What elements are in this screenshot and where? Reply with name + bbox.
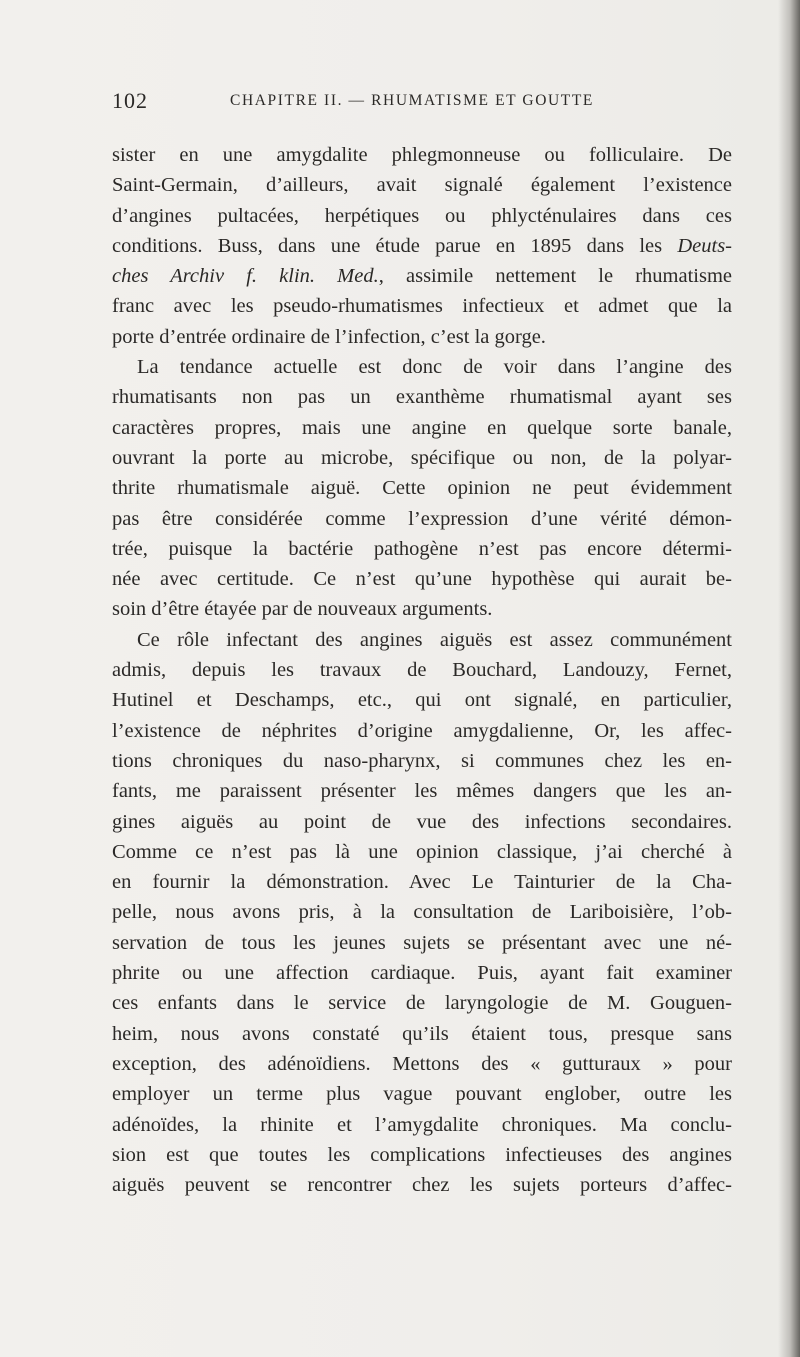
text-line: pas être considérée comme l’expression d’une vérité démon- bbox=[112, 507, 732, 530]
paragraph-start: La tendance actuelle est donc de voir dans l’angine des bbox=[137, 356, 732, 379]
text-line: porte d’entrée ordinaire de l’infection, c’est la gorge. bbox=[112, 325, 546, 348]
text-line: thrite rhumatismale aiguë. Cette opinion ne peut évidemment bbox=[112, 477, 732, 500]
text-line bbox=[112, 261, 732, 291]
text-span: conditions. Buss, dans une étude parue en 1895 dans les bbox=[112, 234, 678, 257]
page-edge-shadow bbox=[778, 0, 800, 1357]
text-line: soin d’être étayée par de nouveaux arguments. bbox=[112, 598, 493, 621]
body-text bbox=[112, 140, 732, 1200]
text-line: tions chroniques du naso-pharynx, si communes chez les en- bbox=[112, 749, 732, 772]
text-line: d’angines pultacées, herpétiques ou phlycténulaires dans ces bbox=[112, 204, 732, 227]
text-line: fants, me paraissent présenter les mêmes dangers que les an- bbox=[112, 780, 732, 803]
text-line: ces enfants dans le service de laryngologie de M. Gouguen- bbox=[112, 992, 732, 1015]
text-line: l’existence de néphrites d’origine amygdalienne, Or, les affec- bbox=[112, 719, 732, 742]
paragraph-start: Ce rôle infectant des angines aiguës est assez communément bbox=[137, 628, 732, 651]
text-line: ouvrant la porte au microbe, spécifique ou non, de la polyar- bbox=[112, 446, 732, 469]
page-header bbox=[112, 88, 704, 118]
text-line: sion est que toutes les complications infectieuses des angines bbox=[112, 1143, 732, 1166]
text-line: en fournir la démonstration. Avec Le Tainturier de la Cha- bbox=[112, 871, 732, 894]
text-line: née avec certitude. Ce n’est qu’une hypothèse qui aurait be- bbox=[112, 568, 732, 591]
text-line: franc avec les pseudo-rhumatismes infectieux et admet que la bbox=[112, 295, 732, 318]
text-line: exception, des adénoïdiens. Mettons des « gutturaux » pour bbox=[112, 1052, 732, 1075]
text-span: , assimile nettement le rhumatisme bbox=[378, 265, 732, 288]
page-number: 102 bbox=[112, 88, 148, 113]
text-line bbox=[112, 231, 732, 261]
text-line: heim, nous avons constaté qu’ils étaient tous, presque sans bbox=[112, 1022, 732, 1045]
text-line: caractères propres, mais une angine en quelque sorte banale, bbox=[112, 416, 732, 439]
journal-title: ches Archiv f. klin. Med. bbox=[112, 265, 379, 288]
text-line: admis, depuis les travaux de Bouchard, Landouzy, Fernet, bbox=[112, 659, 732, 682]
text-line: servation de tous les jeunes sujets se présentant avec une né- bbox=[112, 931, 732, 954]
text-line: adénoïdes, la rhinite et l’amygdalite chroniques. Ma conclu- bbox=[112, 1113, 732, 1136]
text-line: phrite ou une affection cardiaque. Puis, ayant fait examiner bbox=[112, 962, 732, 985]
text-line: Comme ce n’est pas là une opinion classique, j’ai cherché à bbox=[112, 840, 732, 863]
text-line: sister en une amygdalite phlegmonneuse ou folliculaire. De bbox=[112, 144, 732, 166]
text-line: trée, puisque la bactérie pathogène n’est pas encore détermi- bbox=[112, 537, 732, 560]
text-line: Hutinel et Deschamps, etc., qui ont signalé, en particulier, bbox=[112, 689, 732, 712]
journal-title: Deuts- bbox=[677, 234, 732, 257]
running-head: CHAPITRE II. — RHUMATISME ET GOUTTE bbox=[230, 92, 594, 109]
text-line: rhumatisants non pas un exanthème rhumatismal ayant ses bbox=[112, 386, 732, 409]
text-line: employer un terme plus vague pouvant englober, outre les bbox=[112, 1083, 732, 1106]
text-line: aiguës peuvent se rencontrer chez les sujets porteurs d’affec- bbox=[112, 1174, 732, 1197]
text-line: pelle, nous avons pris, à la consultation de Lariboisière, l’ob- bbox=[112, 901, 732, 924]
text-line: Saint-Germain, d’ailleurs, avait signalé également l’existence bbox=[112, 174, 732, 197]
text-line: gines aiguës au point de vue des infections secondaires. bbox=[112, 810, 732, 833]
